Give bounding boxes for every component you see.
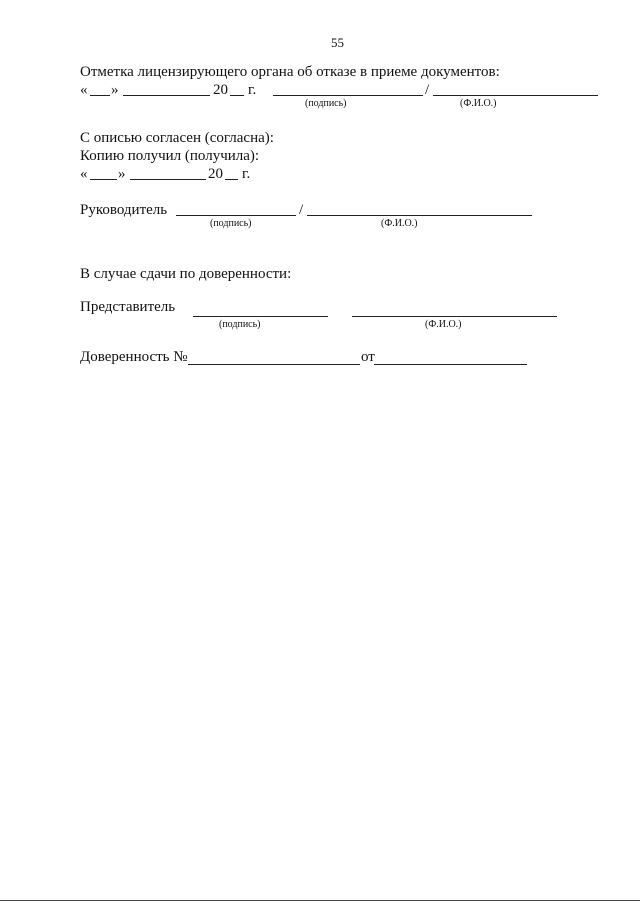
proxy-heading: В случае сдачи по доверенности: bbox=[80, 266, 292, 282]
agreement-year-suffix: г. bbox=[242, 166, 251, 182]
representative-caption-signature: (подпись) bbox=[219, 319, 261, 330]
representative-caption-name: (Ф.И.О.) bbox=[425, 319, 462, 330]
refusal-open-quote: « bbox=[80, 82, 88, 98]
head-label: Руководитель bbox=[80, 202, 168, 218]
representative-name-line bbox=[352, 316, 557, 317]
head-slash: / bbox=[299, 202, 304, 218]
refusal-year-prefix: 20 bbox=[213, 82, 228, 98]
power-of-attorney-number-line bbox=[188, 364, 360, 365]
refusal-year-line bbox=[230, 95, 244, 96]
agreement-month-line bbox=[130, 179, 206, 180]
bottom-rule bbox=[0, 900, 640, 901]
agreement-line-2: Копию получил (получила): bbox=[80, 148, 260, 164]
head-caption-name: (Ф.И.О.) bbox=[381, 218, 418, 229]
refusal-name-line bbox=[433, 95, 598, 96]
refusal-year-suffix: г. bbox=[248, 82, 257, 98]
refusal-month-line bbox=[123, 95, 210, 96]
agreement-year-line bbox=[225, 179, 238, 180]
refusal-close-quote: » bbox=[111, 82, 119, 98]
agreement-close-quote: » bbox=[118, 166, 126, 182]
page-number: 55 bbox=[331, 35, 344, 50]
representative-signature-line bbox=[193, 316, 328, 317]
representative-label: Представитель bbox=[80, 299, 176, 315]
agreement-open-quote: « bbox=[80, 166, 88, 182]
refusal-caption-signature: (подпись) bbox=[305, 98, 347, 109]
head-signature-line bbox=[176, 215, 296, 216]
agreement-line-1: С описью согласен (согласна): bbox=[80, 130, 274, 146]
agreement-year-prefix: 20 bbox=[208, 166, 223, 182]
refusal-heading: Отметка лицензирующего органа об отказе в приеме документов: bbox=[80, 64, 500, 80]
head-caption-signature: (подпись) bbox=[210, 218, 252, 229]
refusal-signature-line bbox=[273, 95, 423, 96]
power-of-attorney-label: Доверенность № bbox=[80, 349, 188, 365]
power-of-attorney-from-label: от bbox=[361, 349, 375, 365]
refusal-slash: / bbox=[425, 82, 430, 98]
head-name-line bbox=[307, 215, 532, 216]
agreement-day-line bbox=[90, 179, 117, 180]
refusal-day-line bbox=[90, 95, 110, 96]
power-of-attorney-date-line bbox=[374, 364, 527, 365]
refusal-caption-name: (Ф.И.О.) bbox=[460, 98, 497, 109]
